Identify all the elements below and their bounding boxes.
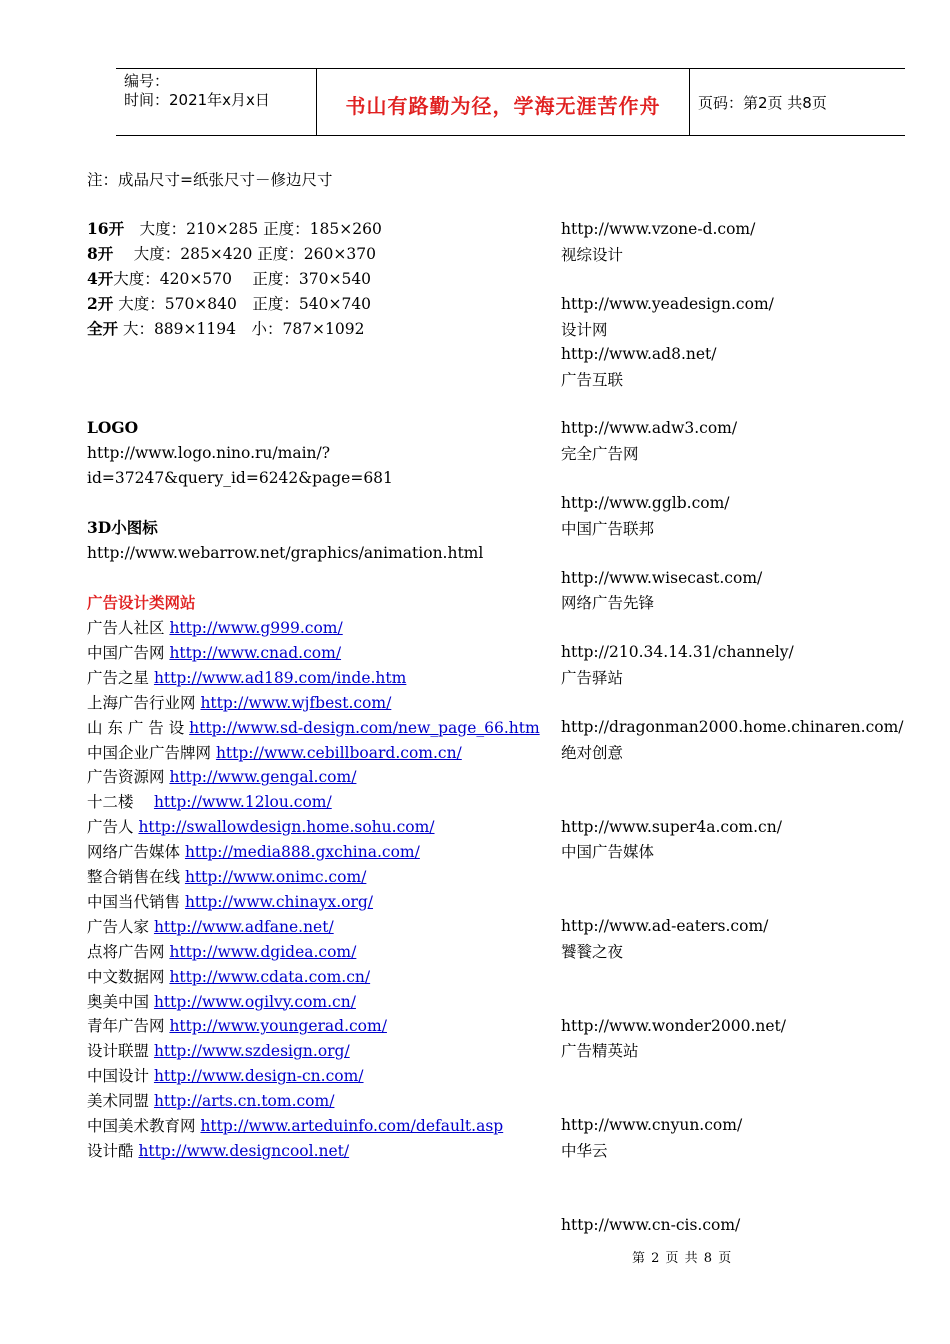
- right-site-name: 中华云: [561, 1142, 608, 1160]
- right-site-url: http://210.34.14.31/channely/: [561, 643, 794, 661]
- page-footer: 第 2 页 共 8 页: [632, 1251, 733, 1266]
- right-site-url: http://www.yeadesign.com/: [561, 295, 774, 313]
- paper-size-name: 8开: [87, 244, 114, 263]
- ad-site-name: 广告之星: [87, 668, 154, 687]
- ad-link-row: [87, 668, 406, 688]
- serial-label: 编号：: [124, 72, 170, 90]
- ad-site-link[interactable]: http://www.arteduinfo.com/default.asp: [200, 1117, 504, 1135]
- paper-size-row: [87, 244, 376, 264]
- right-site-name: 设计网: [561, 321, 608, 339]
- right-site-url: http://www.super4a.com.cn/: [561, 818, 782, 836]
- right-site-url: http://www.wonder2000.net/: [561, 1017, 786, 1035]
- ad-site-name: 广告人: [87, 818, 139, 837]
- ad-site-link[interactable]: http://www.g999.com/: [169, 619, 343, 637]
- ad-site-name: 青年广告网: [87, 1017, 170, 1036]
- right-site-url: http://www.ad-eaters.com/: [561, 917, 769, 935]
- ad-site-link[interactable]: http://www.sd-design.com/new_page_66.htm: [189, 718, 540, 737]
- header-motto: 书山有路勤为径，学海无涯苦作舟: [345, 94, 661, 118]
- paper-size-name: 4开: [87, 269, 114, 288]
- ad-site-link[interactable]: http://www.design-cn.com/: [153, 1067, 364, 1086]
- header-divider-right: [689, 68, 690, 136]
- ad-link-row: [87, 942, 356, 962]
- ad-link-row: [87, 792, 332, 812]
- ad-site-link[interactable]: http://www.ogilvy.com.cn/: [153, 992, 356, 1011]
- ad-site-link[interactable]: http://www.dgidea.com/: [169, 942, 357, 961]
- ad-site-link[interactable]: http://www.cdata.com.cn/: [169, 967, 371, 986]
- right-site-name: 网络广告先锋: [561, 594, 655, 612]
- right-site-name: 绝对创意: [561, 744, 624, 762]
- ad-site-link[interactable]: http://media888.gxchina.com/: [184, 843, 420, 862]
- paper-size-dimensions: 大度：570×840 正度：540×740: [113, 295, 372, 313]
- paper-size-dimensions: 大：889×1194 小：787×1092: [118, 320, 365, 338]
- ad-site-name: 中国设计: [87, 1067, 154, 1086]
- paper-size-name: 2开: [87, 294, 114, 313]
- ad-link-row: [87, 693, 391, 713]
- right-site-name: 广告互联: [561, 371, 624, 389]
- ad-site-link[interactable]: http://www.szdesign.org/: [153, 1042, 350, 1061]
- ad-link-row: [87, 817, 435, 837]
- ad-site-link[interactable]: http://www.designcool.net/: [138, 1141, 350, 1160]
- ad-site-name: 美术同盟: [87, 1092, 154, 1111]
- right-site-url: http://www.vzone-d.com/: [561, 220, 756, 238]
- ad-site-link[interactable]: http://www.cebillboard.com.cn/: [215, 743, 462, 762]
- ad-site-link[interactable]: http://www.gengal.com/: [169, 768, 357, 787]
- ad-link-row: [87, 992, 356, 1012]
- paper-size-row: [87, 294, 371, 314]
- ad-link-row: [87, 1066, 364, 1086]
- ad-site-name: 中文数据网: [87, 967, 170, 986]
- ad-link-row: [87, 842, 420, 862]
- right-site-url: http://www.cn-cis.com/: [561, 1216, 741, 1234]
- header-top-rule: [116, 68, 905, 69]
- right-site-url: http://www.cnyun.com/: [561, 1116, 743, 1134]
- ad-link-row: [87, 618, 343, 638]
- logo-url-line2: id=37247&query_id=6242&page=681: [87, 469, 393, 487]
- ad-site-link[interactable]: http://www.chinayx.org/: [184, 892, 374, 911]
- right-site-url: http://www.gglb.com/: [561, 494, 730, 512]
- logo-url-line1: http://www.logo.nino.ru/main/?: [87, 444, 331, 462]
- right-site-name: 中国广告联邦: [561, 520, 655, 538]
- ad-site-name: 点将广告网: [87, 942, 170, 961]
- ad-site-name: 中国美术教育网: [87, 1117, 201, 1135]
- paper-size-row: [87, 319, 364, 339]
- ad-link-row: [87, 1141, 349, 1161]
- ad-site-name: 广告人社区: [87, 619, 170, 637]
- ad-site-name: 上海广告行业网: [87, 693, 201, 712]
- right-site-name: 广告驿站: [561, 669, 624, 687]
- ad-link-row: [87, 1116, 503, 1136]
- right-site-name: 饕餮之夜: [561, 943, 624, 961]
- right-site-url: http://dragonman2000.home.chinaren.com/: [561, 718, 904, 736]
- paper-size-row: [87, 269, 371, 289]
- paper-size-dimensions: 大度：285×420 正度：260×370: [113, 245, 376, 263]
- ad-site-name: 中国企业广告牌网: [87, 743, 216, 762]
- ad-site-name: 广告资源网: [87, 768, 170, 787]
- time-label: 时间：2021年x月x日: [124, 91, 270, 109]
- right-site-url: http://www.ad8.net/: [561, 345, 717, 363]
- icons3d-url: http://www.webarrow.net/graphics/animation.html: [87, 544, 484, 562]
- ad-site-link[interactable]: http://www.wjfbest.com/: [200, 693, 392, 712]
- ad-section-title: 广告设计类网站: [87, 593, 196, 612]
- ad-link-row: [87, 743, 462, 763]
- right-site-name: 视综设计: [561, 246, 624, 264]
- ad-link-row: [87, 892, 373, 912]
- header-bottom-rule: [116, 135, 905, 136]
- ad-link-row: [87, 967, 370, 987]
- paper-size-dimensions: 大度：420×570 正度：370×540: [113, 270, 372, 288]
- ad-site-link[interactable]: http://arts.cn.tom.com/: [153, 1092, 335, 1111]
- ad-site-name: 设计联盟: [87, 1042, 154, 1061]
- ad-link-row: [87, 718, 540, 738]
- ad-site-link[interactable]: http://www.youngerad.com/: [169, 1017, 387, 1036]
- header-divider-left: [316, 68, 317, 136]
- ad-site-name: 网络广告媒体: [87, 843, 185, 862]
- ad-site-name: 设计酷: [87, 1141, 139, 1160]
- paper-size-row: [87, 219, 382, 239]
- note-text: 注：成品尺寸=纸张尺寸－修边尺寸: [87, 171, 333, 189]
- ad-site-name: 十二楼: [87, 793, 154, 812]
- right-site-name: 中国广告媒体: [561, 843, 655, 861]
- paper-size-name: 16开: [87, 219, 125, 238]
- paper-size-name: 全开: [87, 319, 119, 338]
- ad-link-row: [87, 867, 366, 887]
- ad-site-name: 奥美中国: [87, 992, 154, 1011]
- right-site-url: http://www.adw3.com/: [561, 419, 738, 437]
- icons3d-heading: 3D小图标: [87, 518, 158, 537]
- ad-site-name: 广告人家: [87, 917, 154, 936]
- ad-site-name: 整合销售在线: [87, 868, 185, 886]
- ad-site-link[interactable]: http://swallowdesign.home.sohu.com/: [138, 818, 435, 837]
- ad-site-link[interactable]: http://www.adfane.net/: [153, 917, 334, 936]
- ad-link-row: [87, 643, 341, 663]
- right-site-name: 完全广告网: [561, 445, 639, 463]
- ad-site-link[interactable]: http://www.cnad.com/: [169, 643, 342, 662]
- right-site-url: http://www.wisecast.com/: [561, 569, 763, 587]
- logo-heading: LOGO: [87, 418, 139, 437]
- ad-link-row: [87, 917, 334, 937]
- ad-link-row: [87, 1016, 387, 1036]
- ad-link-row: [87, 1091, 334, 1111]
- page-label: 页码：第2页 共8页: [698, 94, 827, 112]
- ad-site-link[interactable]: http://www.12lou.com/: [153, 793, 332, 812]
- paper-size-dimensions: 大度：210×285 正度：185×260: [124, 220, 382, 238]
- ad-site-name: 山 东 广 告 设: [87, 718, 190, 737]
- ad-link-row: [87, 1041, 350, 1061]
- ad-site-name: 中国广告网: [87, 643, 170, 662]
- ad-site-link[interactable]: http://www.onimc.com/: [184, 868, 367, 886]
- ad-site-name: 中国当代销售: [87, 892, 185, 911]
- right-site-name: 广告精英站: [561, 1042, 639, 1060]
- ad-link-row: [87, 767, 356, 787]
- ad-site-link[interactable]: http://www.ad189.com/inde.htm: [153, 668, 407, 687]
